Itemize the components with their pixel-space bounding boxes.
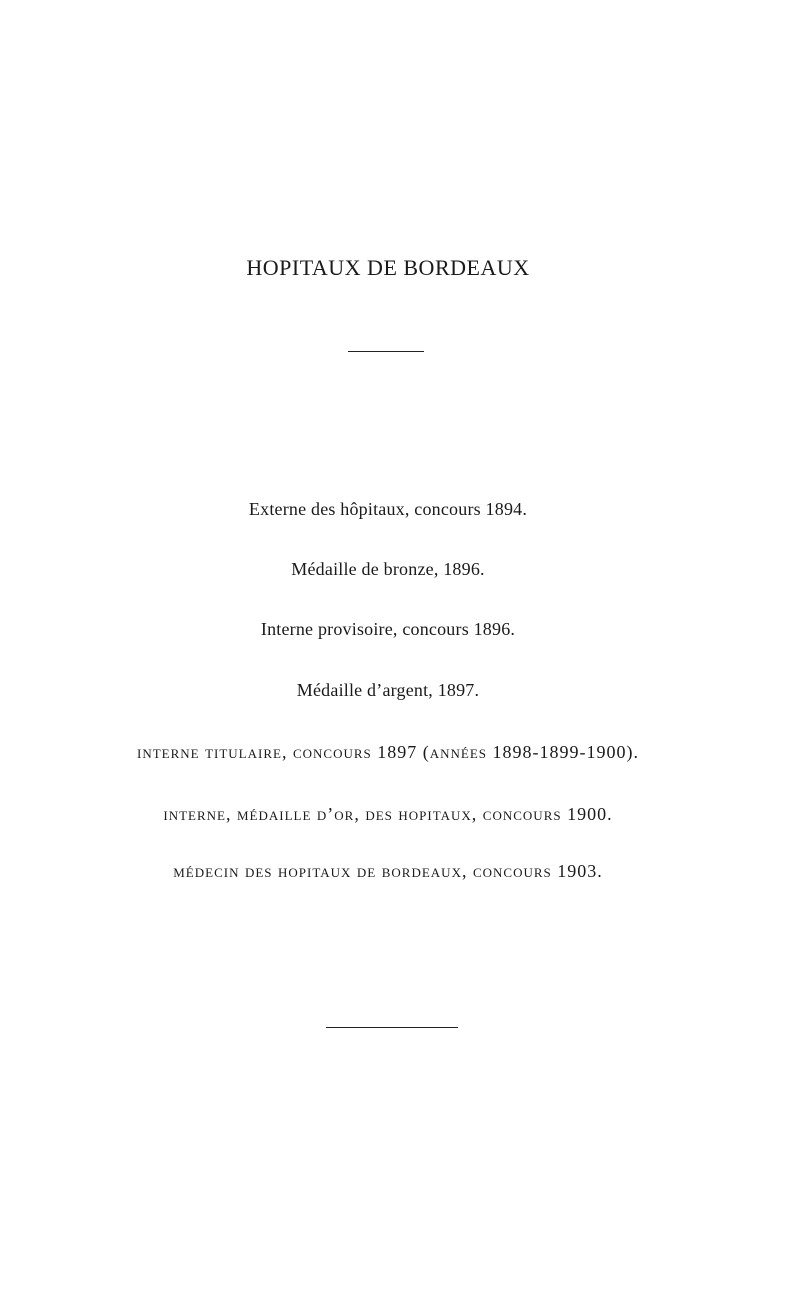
entry-medaille-bronze: Médaille de bronze, 1896. bbox=[291, 559, 485, 579]
page-title: HOPITAUX DE BORDEAUX bbox=[246, 255, 530, 280]
bottom-divider bbox=[326, 1027, 458, 1028]
top-divider bbox=[348, 351, 424, 352]
entry-interne-titulaire: interne titulaire, concours 1897 (années 1898-1899-1900). bbox=[136, 742, 640, 762]
entry-medaille-or: interne, médaille d’or, des hopitaux, concours 1900. bbox=[163, 804, 613, 824]
entry-externe: Externe des hôpitaux, concours 1894. bbox=[248, 499, 528, 519]
entry-interne-provisoire: Interne provisoire, concours 1896. bbox=[260, 619, 516, 639]
entry-medaille-argent: Médaille d’argent, 1897. bbox=[296, 680, 480, 700]
entry-medecin-hopitaux: médecin des hopitaux de bordeaux, concours 1903. bbox=[173, 861, 603, 881]
